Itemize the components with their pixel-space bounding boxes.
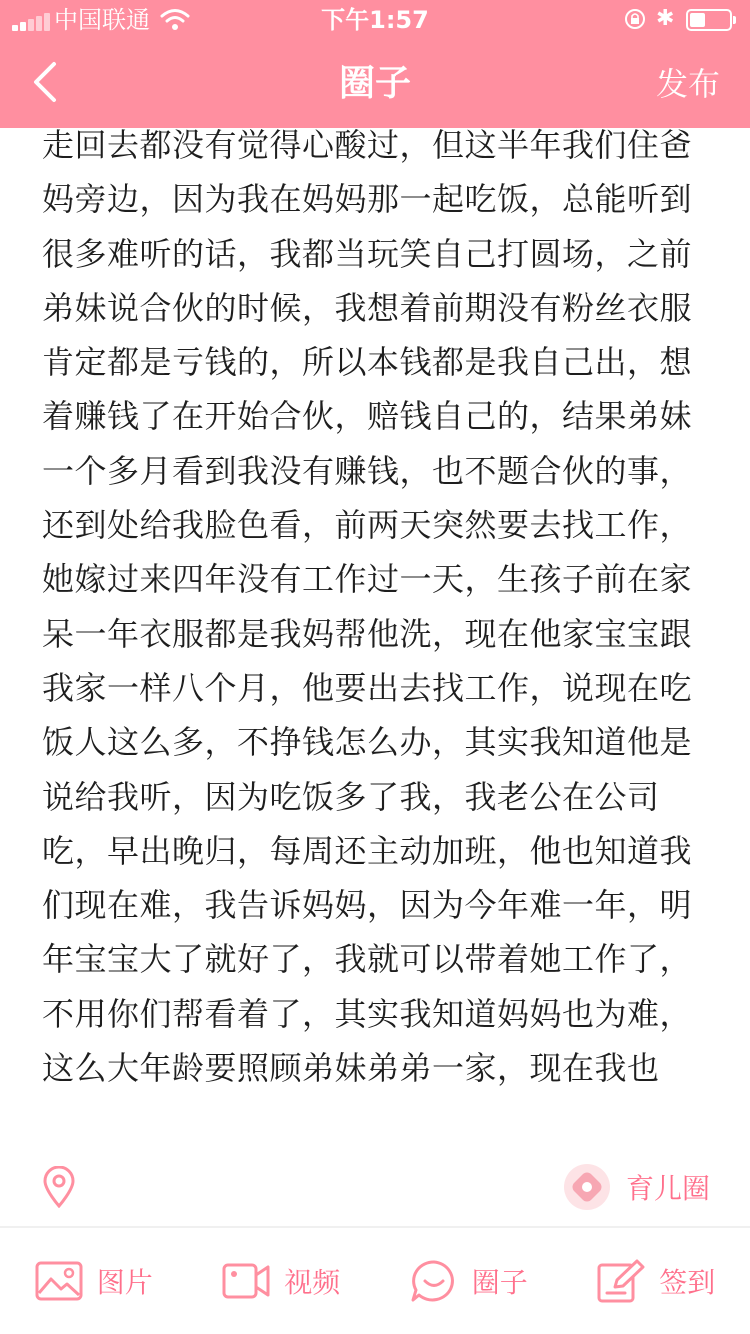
carrier-name: 中国联通 <box>54 6 150 34</box>
post-body-editor[interactable] <box>42 118 702 1158</box>
circle-avatar <box>564 1164 610 1210</box>
orientation-lock-icon <box>624 8 646 30</box>
checkin-label: 签到 <box>659 1266 716 1299</box>
clock-time: 下午1:57 <box>321 6 429 34</box>
status-bar <box>0 0 750 40</box>
image-icon <box>35 1259 83 1303</box>
nav-bar <box>0 40 750 128</box>
circle-button[interactable] <box>375 1228 563 1334</box>
publish-button[interactable]: 发布 <box>655 65 720 103</box>
image-label: 图片 <box>96 1266 153 1299</box>
image-button[interactable] <box>0 1228 188 1334</box>
circle-selector[interactable] <box>564 1159 710 1215</box>
checkin-button[interactable] <box>563 1228 750 1334</box>
circle-label: 育儿圈 <box>625 1172 710 1205</box>
location-pin-icon[interactable] <box>42 1166 76 1208</box>
video-label: 视频 <box>284 1266 341 1299</box>
post-meta-row <box>0 1154 750 1226</box>
bluetooth-icon: ✱ <box>656 6 675 31</box>
video-icon <box>222 1259 270 1303</box>
checkin-edit-icon <box>597 1259 645 1303</box>
battery-icon <box>686 9 732 31</box>
circle-chat-icon <box>410 1259 458 1303</box>
page-title: 圈子 <box>338 63 411 104</box>
video-button[interactable] <box>188 1228 376 1334</box>
circle-label-tool: 圈子 <box>471 1266 528 1299</box>
bottom-toolbar <box>0 1228 750 1334</box>
post-body-text: 走回去都没有觉得心酸过，但这半年我们住爸妈旁边，因为我在妈妈那一起吃饭，总能听到很多难听的话，我都当玩笑自己打圆场，之前弟妹说合伙的时候，我想着前期没有粉丝衣服肯定都是亏钱的，所以本钱都是我自己出，想着赚钱了在开始合伙，赔钱自己的，结果弟妹一个多月看到我没有赚钱，也不题合伙的事，还到处给我脸色看，前两天突然要去找工作，她嫁过来四年没有工作过一天，生孩子前在家呆一年衣服都是我妈帮他洗，现在他家宝宝跟我家一样八个月，他要出去找工作，说现在吃饭人这么多，不挣钱怎么办，其实我知道他是说给我听，因为吃饭多了我，我老公在公司吃，早出晚归，每周还主动加班，他也知道我们现在难，我告诉妈妈，因为今年难一年，明年宝宝大了就好了，我就可以带着她工作了，不用你们帮看着了，其实我知道妈妈也为难，这么大年龄要照顾弟妹弟弟一家，现在我也 <box>42 126 693 1088</box>
header <box>0 0 750 128</box>
